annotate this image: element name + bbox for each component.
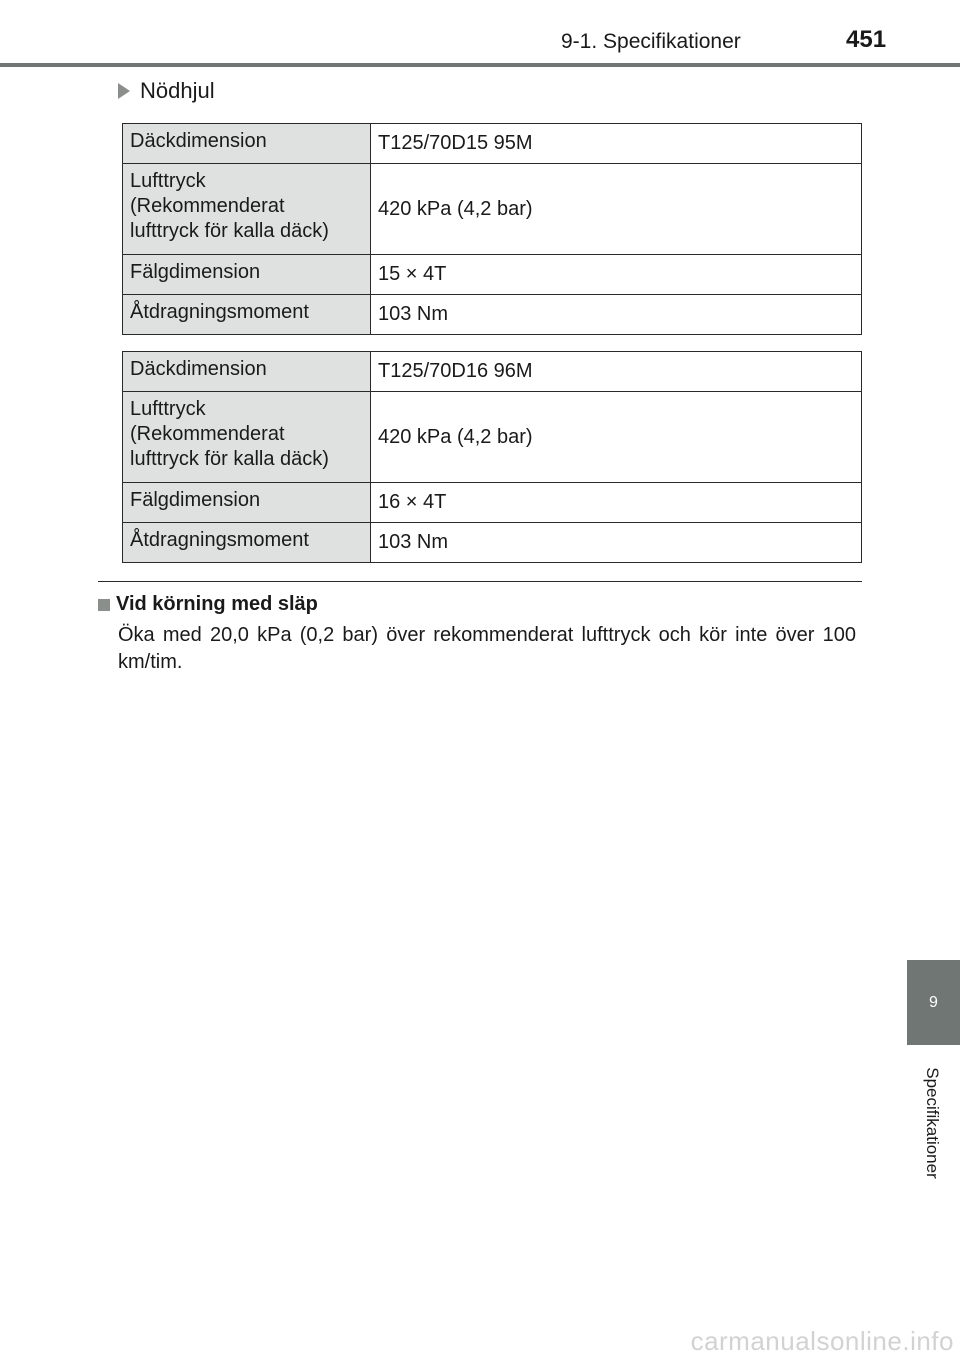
section-heading — [118, 78, 215, 104]
chapter-tab-label: Specifikationer — [923, 1067, 942, 1179]
chapter-tab — [907, 960, 960, 1045]
table-row — [123, 164, 862, 255]
table-row — [123, 124, 862, 164]
table-value-cell: 420 kPa (4,2 bar) — [371, 392, 862, 483]
note-heading-text: Vid körning med släp — [116, 593, 318, 615]
table-label-cell: Däckdimension — [123, 352, 371, 392]
table-row — [123, 295, 862, 335]
watermark: carmanualsonline.info — [690, 1326, 954, 1356]
table-row — [123, 523, 862, 563]
table-label-cell: Åtdragningsmoment — [123, 295, 371, 335]
table-value-cell: 15 × 4T — [371, 255, 862, 295]
header-rule — [0, 63, 960, 67]
table-label-cell: Fälgdimension — [123, 483, 371, 523]
table-value-cell: 420 kPa (4,2 bar) — [371, 164, 862, 255]
table-value-cell: T125/70D15 95M — [371, 124, 862, 164]
spec-table-16-inch — [122, 351, 862, 563]
table-row — [123, 352, 862, 392]
triangle-bullet-icon — [118, 83, 130, 99]
table-row — [123, 255, 862, 295]
table-label-cell: Åtdragningsmoment — [123, 523, 371, 563]
table-row — [123, 392, 862, 483]
chapter-tab-number: 9 — [929, 993, 938, 1011]
table-value-cell: 16 × 4T — [371, 483, 862, 523]
table-label-cell: Fälgdimension — [123, 255, 371, 295]
table-row — [123, 483, 862, 523]
section-divider — [98, 581, 862, 582]
table-value-cell: T125/70D16 96M — [371, 352, 862, 392]
table-value-cell: 103 Nm — [371, 523, 862, 563]
chapter-title: 9-1. Specifikationer — [561, 30, 741, 53]
section-heading-text: Nödhjul — [140, 78, 215, 103]
table-label-cell: Däckdimension — [123, 124, 371, 164]
table-value-cell: 103 Nm — [371, 295, 862, 335]
spec-table-15-inch — [122, 123, 862, 335]
table-label-cell: Lufttryck (Rekommenderat lufttryck för kalla däck) — [123, 392, 371, 483]
table-label-cell: Lufttryck (Rekommenderat lufttryck för kalla däck) — [123, 164, 371, 255]
square-bullet-icon — [98, 599, 110, 611]
page-number: 451 — [846, 26, 887, 53]
note-heading — [98, 593, 318, 616]
note-body: Öka med 20,0 kPa (0,2 bar) över rekommenderat lufttryck och kör inte över 100 km/tim. — [118, 624, 856, 673]
